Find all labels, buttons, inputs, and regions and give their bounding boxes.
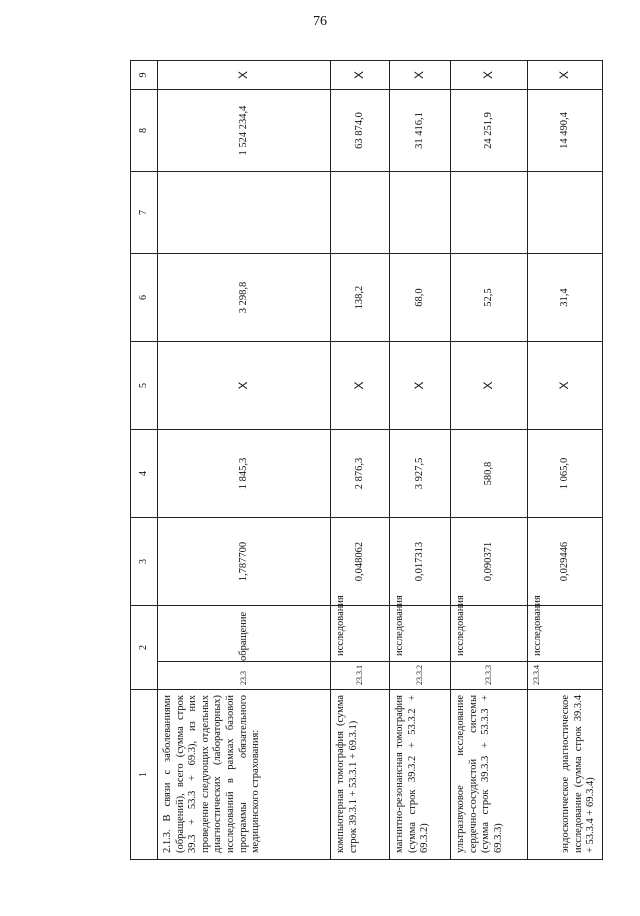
cell-col9: X [528, 61, 603, 90]
cell-col6: 52,5 [451, 254, 528, 342]
table-row [451, 61, 528, 860]
cell-col9: X [331, 61, 390, 90]
cell-col8: 1 524 234,4 [158, 90, 331, 172]
cell-col9: X [390, 61, 451, 90]
row-unit: исследования [331, 606, 390, 662]
cell-col5: X [331, 342, 390, 430]
cell-col6: 68,0 [390, 254, 451, 342]
column-number-row [131, 61, 158, 860]
cell-col7 [158, 172, 331, 254]
cell-col5: X [158, 342, 331, 430]
cell-col3: 0,048062 [331, 518, 390, 606]
cell-col3: 0,017313 [390, 518, 451, 606]
cell-col7 [331, 172, 390, 254]
column-number: 8 [131, 90, 158, 172]
table-row [331, 61, 390, 860]
table-row [390, 61, 451, 860]
row-unit: обращение [158, 606, 331, 662]
cell-col6: 31,4 [528, 254, 603, 342]
cell-col7 [528, 172, 603, 254]
table-row [528, 61, 603, 860]
row-name: магнитно-резонансная томография (сумма строк 39.3.2 + 53.3.2 + 69.3.2) [390, 690, 451, 860]
row-unit: исследования [528, 606, 603, 662]
row-name: 2.1.3. В связи с заболеваниями (обращений), всего (сумма строк 39.3 + 53.3 + 69.3), из них проведение следующих отдельных диагностических (лабораторных) исследований в рамках базовой программы обязательного медицинского страхования: [158, 690, 331, 860]
column-number: 1 [131, 690, 158, 860]
rotated-table-container [130, 60, 597, 860]
column-number: 3 [131, 518, 158, 606]
column-number: 6 [131, 254, 158, 342]
row-code: 23.3 [158, 662, 331, 690]
cell-col9: X [451, 61, 528, 90]
row-code: 23.3.4 [528, 662, 603, 690]
row-unit: исследования [451, 606, 528, 662]
table-row [158, 61, 331, 860]
cell-col5: X [390, 342, 451, 430]
cell-col4: 1 845,3 [158, 430, 331, 518]
cell-col9: X [158, 61, 331, 90]
cell-col4: 3 927,5 [390, 430, 451, 518]
page-number: 76 [313, 14, 327, 29]
row-name: эндоскопическое диагностическое исследование (сумма строк 39.3.4 + 53.3.4 + 69.3.4) [528, 690, 603, 860]
cell-col4: 580,8 [451, 430, 528, 518]
row-name: компьютерная томография (сумма строк 39.3.1 + 53.3.1 + 69.3.1) [331, 690, 390, 860]
column-number: 7 [131, 172, 158, 254]
cell-col3: 0,090371 [451, 518, 528, 606]
column-number: 2 [131, 606, 158, 690]
cell-col6: 3 298,8 [158, 254, 331, 342]
row-code: 23.3.3 [451, 662, 528, 690]
column-number: 4 [131, 430, 158, 518]
row-code: 23.3.1 [331, 662, 390, 690]
row-code: 23.3.2 [390, 662, 451, 690]
column-number: 5 [131, 342, 158, 430]
cell-col4: 1 065,0 [528, 430, 603, 518]
row-unit: исследования [390, 606, 451, 662]
cell-col8: 14 490,4 [528, 90, 603, 172]
cell-col3: 1,787700 [158, 518, 331, 606]
cell-col8: 31 416,1 [390, 90, 451, 172]
cell-col7 [451, 172, 528, 254]
cell-col7 [390, 172, 451, 254]
cell-col6: 138,2 [331, 254, 390, 342]
data-table [130, 60, 603, 860]
cell-col3: 0,029446 [528, 518, 603, 606]
column-number: 9 [131, 61, 158, 90]
cell-col4: 2 876,3 [331, 430, 390, 518]
cell-col8: 63 874,0 [331, 90, 390, 172]
row-name: ультразвуковое исследование сердечно-сосудистой системы (сумма строк 39.3.3 + 53.3.3 + 69.3.3) [451, 690, 528, 860]
cell-col5: X [528, 342, 603, 430]
cell-col8: 24 251,9 [451, 90, 528, 172]
cell-col5: X [451, 342, 528, 430]
